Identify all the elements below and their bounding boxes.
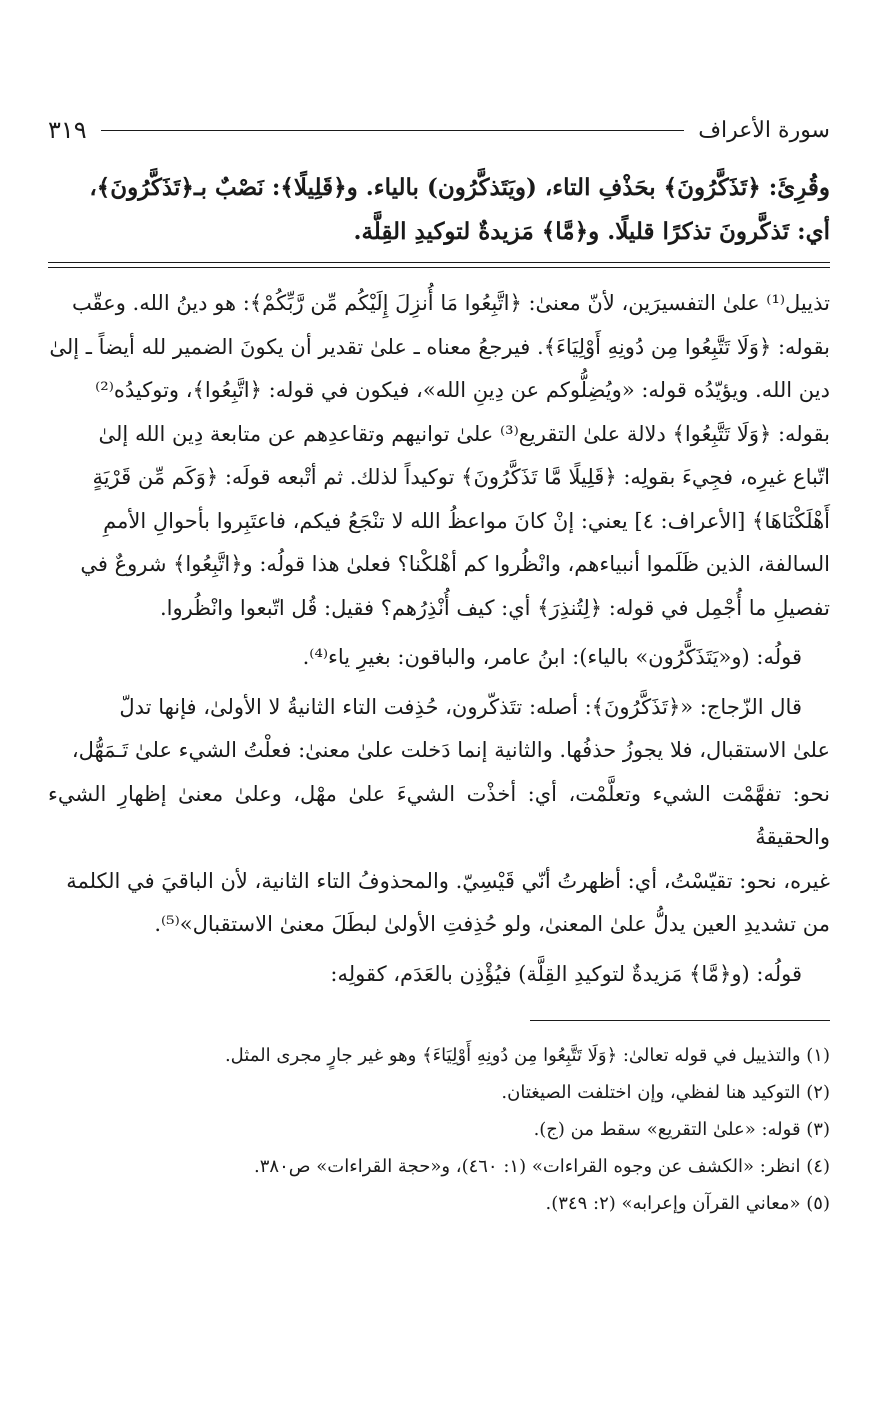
footnote-rule: [530, 1020, 830, 1021]
footnote: (٥) «معاني القرآن وإعرابه» (٢: ٣٤٩).: [545, 1193, 830, 1214]
footnotes: [48, 1037, 830, 1222]
commentary-line: السالفة، الذين ظَلَموا أنبياءهم، وانْظُروا كم أهْلكْنا؟ فعلىٰ هذا قولُه: و﴿اتَّبِعُوا﴾ شروعٌ في: [80, 552, 830, 576]
commentary-line: قولُه: (و«يَتَذَكَّرُون» بالياء): ابنُ عامر، والباقون: بغيرِ ياء⁽⁴⁾.: [302, 645, 802, 669]
main-text-line: وقُرِئَ: ﴿تَذَكَّرُونَ﴾ بحَذْفِ التاء، (ويَتَذكَّرُون) بالياء. و﴿قَلِيلًا﴾: نَصْبٌ بـ﴿تَذَكَّرُونَ﴾،: [89, 174, 830, 201]
commentary-line: تفصيلِ ما أُجْمِل في قوله: ﴿لِتُنذِرَ﴾ أي: كيف أُنْذِرُهم؟ فقيل: قُل اتّبعوا وانْظُروا.: [159, 595, 830, 620]
page-number: ٣١٩: [48, 116, 87, 144]
running-header: [48, 110, 830, 150]
footnote: (١) والتذييل في قوله تعالىٰ: ﴿وَلَا تَتَّبِعُوا مِن دُونِهِ أَوْلِيَاءَ﴾ وهو غير جارٍ مجرى المثل.: [224, 1045, 830, 1066]
footnote: (٣) قوله: «علىٰ التقريع» سقط من (ج).: [533, 1119, 830, 1140]
commentary-line: من تشديدِ العين يدلُّ علىٰ المعنىٰ، ولو حُذِفتِ الأولىٰ لبطَلَ معنىٰ الاستقبال»⁽⁵⁾.: [154, 912, 830, 936]
footnote: (٤) انظر: «الكشف عن وجوه القراءات» (١: ٤٦٠)، و«حجة القراءات» ص٣٨٠.: [254, 1156, 830, 1177]
footnote: (٢) التوكيد هنا لفظي، وإن اختلفت الصيغتان.: [501, 1082, 830, 1103]
commentary-line: تذييل⁽¹⁾ علىٰ التفسيرَين، لأنّ معنىٰ: ﴿اتَّبِعُوا مَا أُنزِلَ إِلَيْكُم مِّن رَّبِّكُمْ﴾: هو دينُ الله. وعقّب: [71, 291, 830, 315]
header-rule: [101, 130, 685, 131]
commentary-line: نحو: تفهَّمْت الشيء وتعلَّمْت، أي: أخذْت الشيءَ علىٰ مهْل، وعلىٰ معنىٰ إظهارِ الشيء والحقيقةُ: [48, 781, 830, 849]
main-text-line: أي: تَذكَّرونَ تذكرًا قليلًا. و﴿مَّا﴾ مَزيدةٌ لتوكيدِ القِلَّة.: [353, 218, 830, 245]
book-page: [48, 110, 830, 1222]
commentary-line: بقوله: ﴿وَلَا تَتَّبِعُوا﴾ دلالة علىٰ التقريع⁽³⁾ علىٰ توانيهم وتقاعدِهم عن متابعة دِين الله إلىٰ: [98, 421, 830, 446]
commentary-line: قال الزّجاج: «﴿تَذَكَّرُونَ﴾: أصله: تتَذكّرون، حُذِفت التاء الثانيةُ لا الأولىٰ، فإنها تدلّ: [119, 694, 802, 719]
commentary-line: علىٰ الاستقبال، فلا يجوزُ حذفُها. والثانية إنما دَخلت علىٰ معنىٰ: فعلْتُ الشيء علىٰ تَـمَهُّل،: [71, 738, 830, 762]
commentary: [48, 282, 830, 996]
section-divider: [48, 262, 830, 268]
commentary-line: اتّباع غيرِه، فجِيءَ بقولِه: ﴿قَلِيلًا مَّا تَذَكَّرُونَ﴾ توكيداً لذلك. ثم أتْبعه قولَه: ﴿وَكَم مِّن قَرْيَةٍ: [92, 465, 830, 489]
commentary-line: غيره، نحو: تقيّسْتُ، أي: أظهرتُ أنّي قَيْسِيّ. والمحذوفُ التاء الثانية، لأن الباقيَ في الكلمة: [66, 868, 830, 893]
surah-title: سورة الأعراف: [698, 117, 830, 143]
commentary-line: أَهْلَكْنَاهَا﴾ [الأعراف: ٤] يعني: إنْ كانَ مواعظُ الله لا تنْجَعُ فيكم، فاعتَبِروا بأحوالِ الأممِ: [103, 508, 830, 533]
main-text: [48, 166, 830, 254]
commentary-line: بقوله: ﴿وَلَا تَتَّبِعُوا مِن دُونِهِ أَوْلِيَاءَ﴾. فيرجعُ معناه ـ علىٰ تقدير أن يكونَ الضمير لله أيضاً ـ إلىٰ: [49, 334, 830, 359]
commentary-line: دين الله. ويؤيّدُه قوله: «ويُضِلُّوكم عن دِينِ الله»، فيكون في قوله: ﴿اتَّبِعُوا﴾، وتوكيدُه⁽²⁾: [95, 378, 830, 402]
commentary-line: قولُه: (و﴿مَّا﴾ مَزيدةٌ لتوكيدِ القِلَّة) فيُؤْذِن بالعَدَم، كقولِه:: [330, 961, 802, 986]
